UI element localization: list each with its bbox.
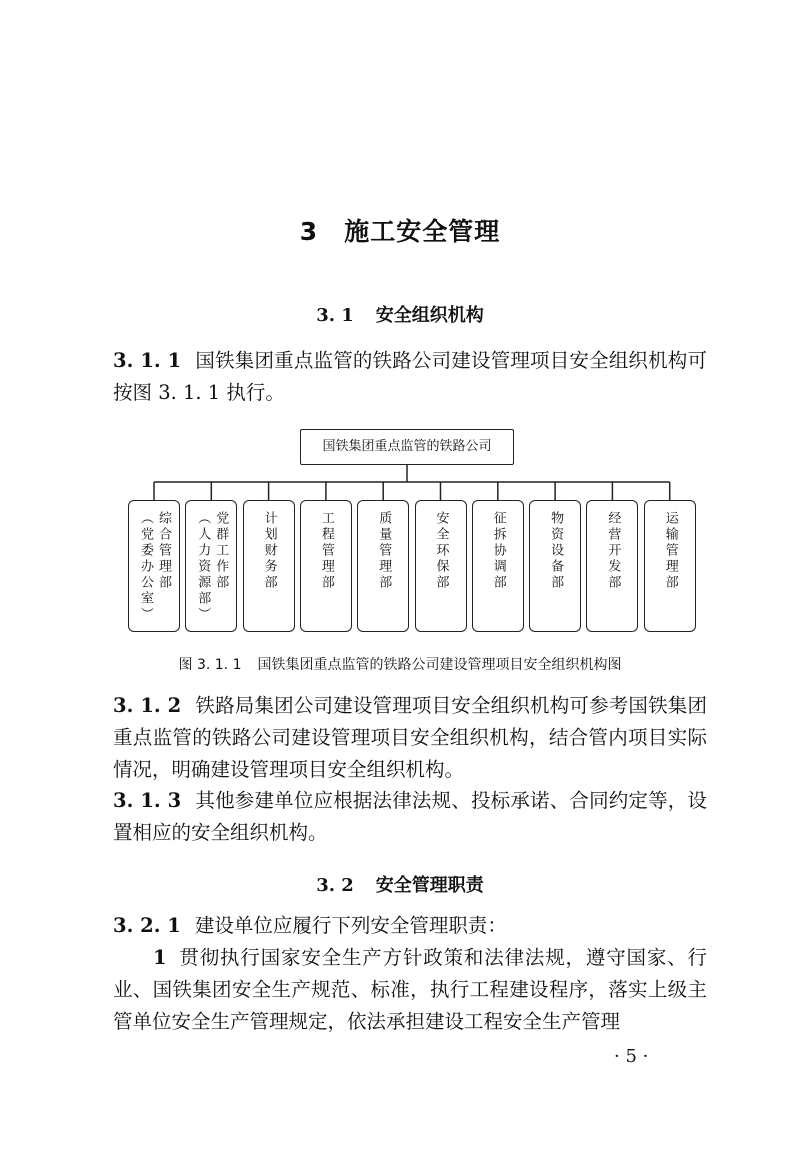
chapter-number: 3	[299, 217, 319, 246]
org-department-box	[529, 500, 581, 632]
department-name: 计划财务部	[261, 511, 277, 591]
clause-text: 国铁集团重点监管的铁路公司建设管理项目安全组织机构可按图 3. 1. 1 执行。	[113, 349, 707, 404]
clause-text: 建设单位应履行下列安全管理职责：	[194, 914, 507, 937]
item-text: 贯彻执行国家安全生产方针政策和法律法规，遵守国家、行业、国铁集团安全生产规范、标准，执行工程建设程序，落实上级主管单位安全生产管理规定，依法承担建设工程安全生产管理	[113, 946, 707, 1033]
page-number: · 5 ·	[614, 1046, 649, 1067]
org-department-box	[644, 500, 696, 632]
org-department-box	[472, 500, 524, 632]
org-chart-top-node: 国铁集团重点监管的铁路公司	[300, 429, 514, 465]
clause-3-2-1-item-1	[113, 942, 707, 1038]
org-department-box	[415, 500, 467, 632]
department-name: 物资设备部	[548, 511, 564, 591]
clause-text: 铁路局集团公司建设管理项目安全组织机构可参考国铁集团重点监管的铁路公司建设管理项目安全组织机构，结合管内项目实际情况，明确建设管理项目安全组织机构。	[113, 694, 707, 781]
org-department-box	[128, 500, 180, 632]
section-title-text: 安全组织机构	[375, 305, 484, 326]
org-department-box	[357, 500, 409, 632]
org-department-box	[300, 500, 352, 632]
org-department-box	[243, 500, 295, 632]
department-alias: （党委办公室）	[138, 511, 153, 623]
section-number: 3. 1	[316, 305, 354, 326]
chapter-title-text: 施工安全管理	[344, 217, 501, 246]
clause-number: 3. 1. 1	[113, 349, 182, 372]
org-department-box	[185, 500, 237, 632]
department-alias: （人力资源部）	[195, 511, 211, 623]
department-name: 征拆协调部	[490, 511, 506, 591]
clause-3-1-3	[113, 785, 707, 849]
item-number: 1	[153, 946, 167, 969]
clause-text: 其他参建单位应根据法律法规、投标承诺、合同约定等，设置相应的安全组织机构。	[113, 789, 707, 844]
department-name: 综合管理部	[156, 511, 171, 591]
department-name: 安全环保部	[433, 511, 449, 591]
figure-caption	[0, 654, 800, 674]
figure-number: 图 3. 1. 1	[178, 657, 242, 673]
department-name: 党群工作部	[213, 511, 229, 591]
department-name: 工程管理部	[318, 511, 334, 591]
clause-number: 3. 1. 3	[113, 789, 182, 812]
department-name: 运输管理部	[662, 511, 678, 591]
department-name: 经营开发部	[605, 511, 621, 591]
section-title-text: 安全管理职责	[375, 875, 484, 896]
figure-caption-text: 国铁集团重点监管的铁路公司建设管理项目安全组织机构图	[257, 657, 622, 673]
clause-3-2-1	[113, 910, 707, 942]
clause-3-1-2	[113, 690, 707, 786]
org-department-box	[586, 500, 638, 632]
section-title-3-2	[0, 871, 800, 897]
section-number: 3. 2	[316, 875, 354, 896]
clause-number: 3. 1. 2	[113, 694, 182, 717]
clause-number: 3. 2. 1	[113, 914, 181, 937]
department-name: 质量管理部	[376, 511, 392, 591]
